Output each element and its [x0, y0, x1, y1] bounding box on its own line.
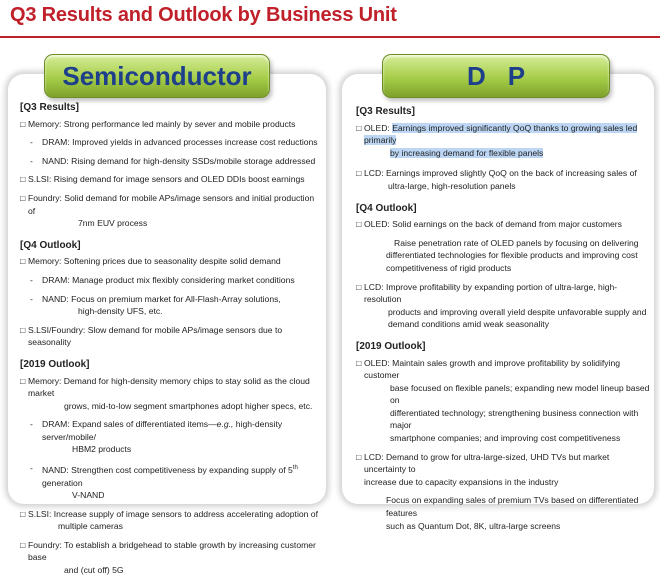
list-item: □ S.LSI: Rising demand for image sensors and OLED DDIs boost earnings [20, 174, 305, 185]
list-item: □ Memory: Strong performance led mainly by sever and mobile products [20, 118, 296, 129]
list-item: □ Foundry: To establish a bridgehead to stable growth by increasing customer base and (cut off) 5G [20, 539, 316, 576]
section-heading: [2019 Outlook] [20, 358, 90, 370]
dp-content [356, 106, 652, 538]
bullet-box-icon: □ [20, 324, 26, 335]
bullet-box-icon: □ [20, 174, 26, 185]
bullet-box-icon: □ [356, 281, 362, 292]
section-heading: [Q3 Results] [20, 102, 79, 113]
list-item: □ OLED: Solid earnings on the back of demand from major customers [356, 219, 622, 230]
bullet-box-icon: □ [20, 192, 26, 203]
list-item: □ OLED: Earnings improved significantly QoQ thanks to growing sales led primarily by increasing demand for flexible panels [356, 122, 638, 158]
sub-item: - DRAM: Expand sales of differentiated items—e.g., high-density server/mobile/ HBM2 products [30, 419, 283, 455]
bullet-box-icon: □ [20, 508, 26, 519]
sub-item: - DRAM: Improved yields in advanced processes increase cost reductions [30, 137, 318, 148]
dash-icon: - [30, 463, 33, 474]
list-item: □ LCD: Demand to grow for ultra-large-sized, UHD TVs but market uncertainty to increase due to capacity expansions in the industry [356, 451, 610, 487]
bullet-box-icon: □ [20, 256, 26, 267]
bullet-box-icon: □ [356, 451, 362, 462]
sub-item: - NAND: Focus on premium market for All-Flash-Array solutions, high-density UFS, etc. [30, 293, 281, 317]
dash-icon: - [30, 274, 33, 285]
sub-item: - NAND: Strengthen cost competitiveness by expanding supply of 5th generation V-NAND [30, 463, 298, 501]
section-heading: [2019 Outlook] [356, 340, 426, 352]
dash-icon: - [30, 137, 33, 148]
list-item: □ OLED: Maintain sales growth and improve profitability by solidifying customer base focused on flexible panels; expanding new model lineup based on differentiated technology; strengthening business connection with major smartphone companies; and improving cost competitiveness [356, 357, 650, 444]
page-title: Q3 Results and Outlook by Business Unit [10, 4, 397, 26]
bullet-box-icon: □ [20, 539, 26, 550]
bullet-box-icon: □ [20, 375, 26, 386]
list-item: □ Foundry: Solid demand for mobile APs/image sensors and initial production of 7nm EUV process [20, 192, 315, 229]
highlighted-text: Earnings improved significantly QoQ thanks to growing sales led primarily [364, 122, 638, 146]
dash-icon: - [30, 155, 33, 166]
section-heading: [Q3 Results] [356, 106, 415, 117]
paragraph: Focus on expanding sales of premium TVs based on differentiated features such as Quantum Dot, 8K, ultra-large screens [386, 495, 639, 531]
dash-icon: - [30, 419, 33, 430]
bullet-box-icon: □ [20, 118, 26, 129]
bullet-box-icon: □ [356, 168, 362, 179]
list-item: □ Memory: Demand for high-density memory chips to stay solid as the cloud market grows, mid-to-low segment smartphones adopt higher specs, etc. [20, 375, 313, 411]
sub-item: - DRAM: Manage product mix flexibly considering market conditions [30, 274, 295, 285]
list-item: □ S.LSI: Increase supply of image sensors to address accelerating adoption of multiple cameras [20, 508, 318, 532]
list-item: □ LCD: Improve profitability by expanding portion of ultra-large, high-resolution products and improving overall yield despite unfavorable supply and demand conditions amid weak seasonality [356, 281, 647, 330]
bullet-box-icon: □ [356, 122, 362, 133]
sub-item: - NAND: Rising demand for high-density SSDs/mobile storage addressed [30, 155, 316, 166]
dash-icon: - [30, 293, 33, 304]
bullet-box-icon: □ [356, 219, 362, 230]
semiconductor-header-label: Semiconductor [62, 61, 252, 91]
dp-header [382, 54, 610, 98]
highlighted-text: by increasing demand for flexible panels [390, 147, 544, 158]
section-heading: [Q4 Outlook] [356, 202, 417, 214]
paragraph: Raise penetration rate of OLED panels by focusing on delivering differentiated technologies for flexible products and improving cost competitiveness of rigid products [386, 237, 639, 273]
title-underline [0, 36, 660, 38]
dp-header-label: DP [466, 61, 548, 91]
semiconductor-content [20, 102, 320, 583]
bullet-box-icon: □ [356, 357, 362, 368]
list-item: □ S.LSI/Foundry: Slow demand for mobile APs/image sensors due to seasonality [20, 324, 283, 348]
semiconductor-header [44, 54, 270, 98]
list-item: □ LCD: Earnings improved slightly QoQ on the back of increasing sales of ultra-large, high-resolution panels [356, 168, 637, 191]
section-heading: [Q4 Outlook] [20, 239, 81, 251]
list-item: □ Memory: Softening prices due to seasonality despite solid demand [20, 256, 281, 267]
